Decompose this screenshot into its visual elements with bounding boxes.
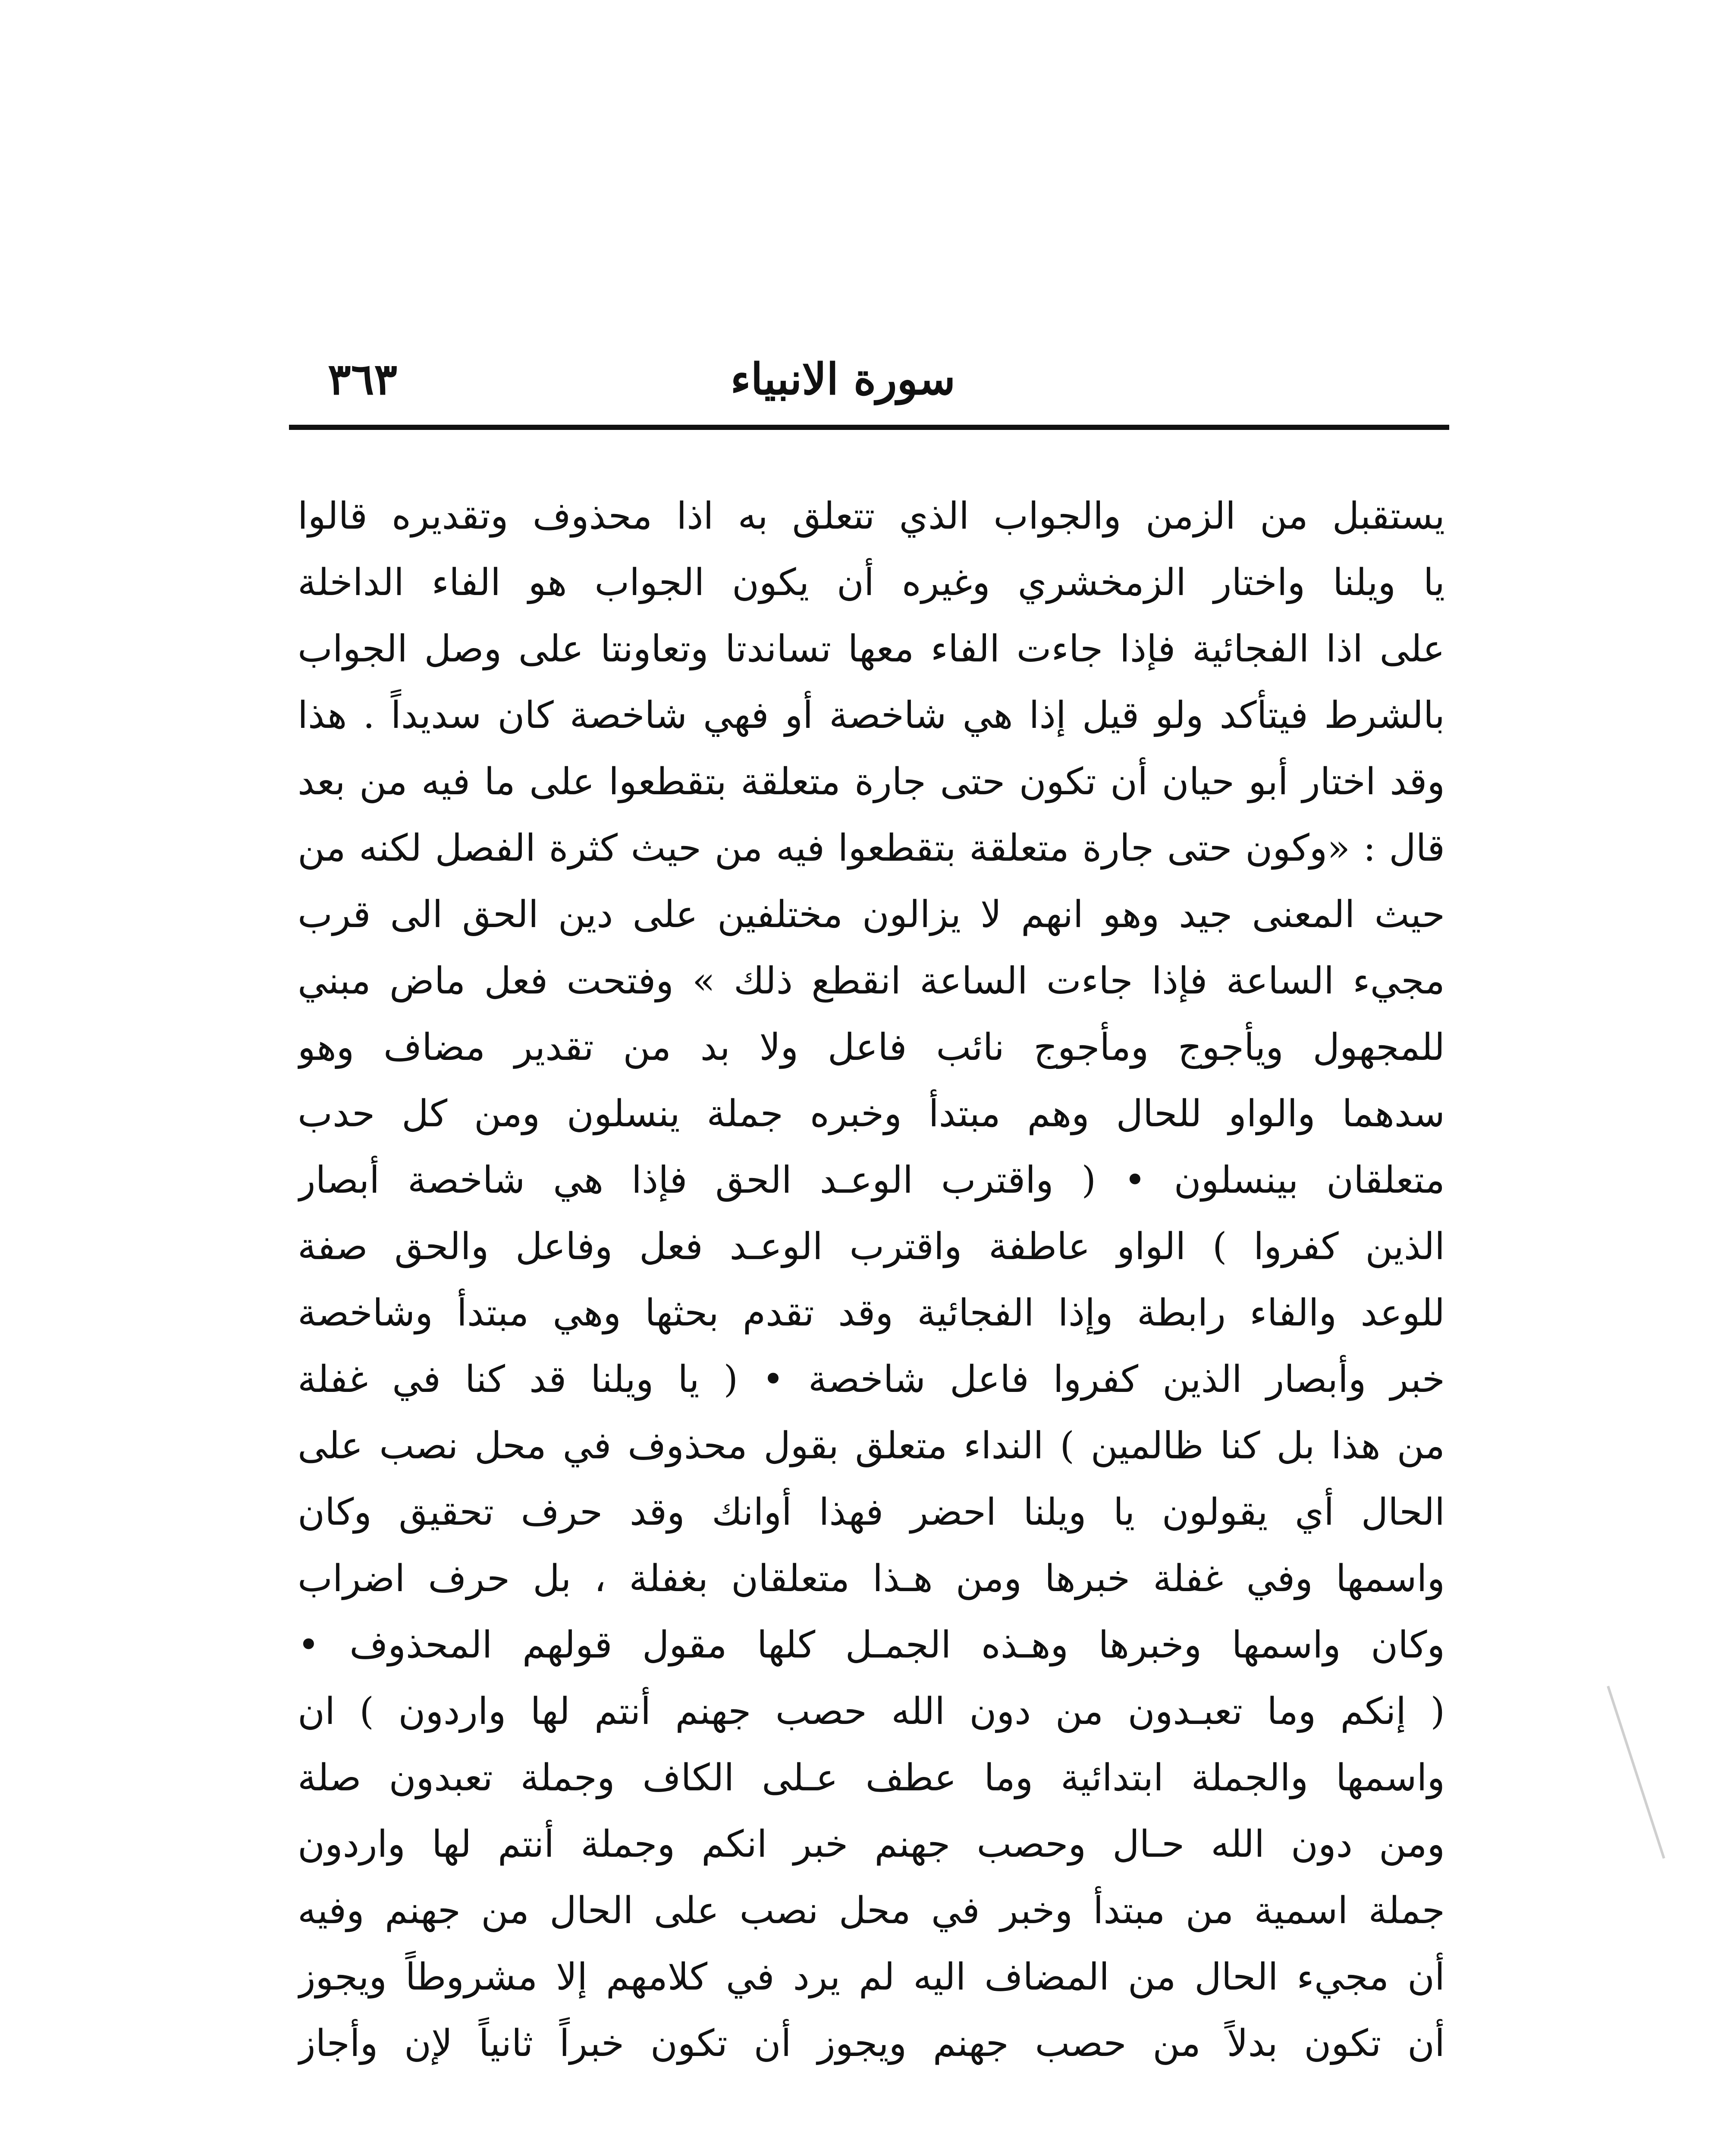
text-line: أن تكون بدلاً من حصب جهنم ويجوز أن تكون خبراً ثانياً لإن وأجاز [298, 2022, 1445, 2065]
text-line: بالشرط فيتأكد ولو قيل إذا هي شاخصة أو فهي شاخصة كان سديداً . هذا [298, 694, 1445, 737]
header-divider [289, 425, 1449, 430]
text-line: قال : «وكون حتى جارة متعلقة بتقطعوا فيه من حيث كثرة الفصل لكنه من [298, 827, 1445, 870]
text-line: ومن دون الله حـال وحصب جهنم خبر انكم وجملة أنتم لها واردون [298, 1823, 1445, 1866]
text-line: خبر وأبصار الذين كفروا فاعل شاخصة • ( يا ويلنا قد كنا في غفلة [298, 1358, 1445, 1401]
text-line: للمجهول ويأجوج ومأجوج نائب فاعل ولا بد من تقدير مضاف وهو [298, 1026, 1445, 1069]
body-text [298, 483, 1445, 2077]
text-line: حيث المعنى جيد وهو انهم لا يزالون مختلفين على دين الحق الى قرب [298, 893, 1445, 936]
page-title: سورة الانبياء [730, 354, 955, 404]
text-line: وقد اختار أبو حيان أن تكون حتى جارة متعلقة بتقطعوا على ما فيه من بعد [298, 760, 1445, 803]
text-line: متعلقان بينسلون • ( واقترب الوعـد الحق فإذا هي شاخصة أبصار [298, 1159, 1445, 1202]
text-line: سدهما والواو للحال وهم مبتدأ وخبره جملة ينسلون ومن كل حدب [298, 1092, 1445, 1135]
text-line: وكان واسمها وخبرها وهـذه الجمـل كلها مقول قولهم المحذوف • [298, 1623, 1445, 1667]
margin-pencil-mark [1607, 1686, 1665, 1858]
page-number: ٣٦٣ [328, 354, 398, 404]
text-line: الحال أي يقولون يا ويلنا احضر فهذا أوانك وقد حرف تحقيق وكان [298, 1491, 1445, 1534]
text-line: يا ويلنا واختار الزمخشري وغيره أن يكون الجواب هو الفاء الداخلة [298, 561, 1445, 604]
text-line: واسمها والجملة ابتدائية وما عطف عـلى الكاف وجملة تعبدون صلة [298, 1756, 1445, 1799]
text-line: يستقبل من الزمن والجواب الذي تتعلق به اذا محذوف وتقديره قالوا [298, 495, 1445, 538]
text-line: على اذا الفجائية فإذا جاءت الفاء معها تساندتا وتعاونتا على وصل الجواب [298, 627, 1445, 671]
text-line: ( إنكم وما تعبـدون من دون الله حصب جهنم أنتم لها واردون ) ان [298, 1690, 1445, 1733]
text-line: واسمها وفي غفلة خبرها ومن هـذا متعلقان بغفلة ، بل حرف اضراب [298, 1557, 1445, 1600]
page-header [289, 341, 1449, 427]
text-line: الذين كفروا ) الواو عاطفة واقترب الوعـد فعل وفاعل والحق صفة [298, 1225, 1445, 1268]
text-line: للوعد والفاء رابطة وإذا الفجائية وقد تقدم بحثها وهي مبتدأ وشاخصة [298, 1291, 1445, 1335]
text-line: جملة اسمية من مبتدأ وخبر في محل نصب على الحال من جهنم وفيه [298, 1889, 1445, 1932]
text-line: مجيء الساعة فإذا جاءت الساعة انقطع ذلك » وفتحت فعل ماض مبني [298, 959, 1445, 1003]
text-line: أن مجيء الحال من المضاف اليه لم يرد في كلامهم إلا مشروطاً ويجوز [298, 1955, 1445, 1999]
text-line: من هذا بل كنا ظالمين ) النداء متعلق بقول محذوف في محل نصب على [298, 1424, 1445, 1467]
